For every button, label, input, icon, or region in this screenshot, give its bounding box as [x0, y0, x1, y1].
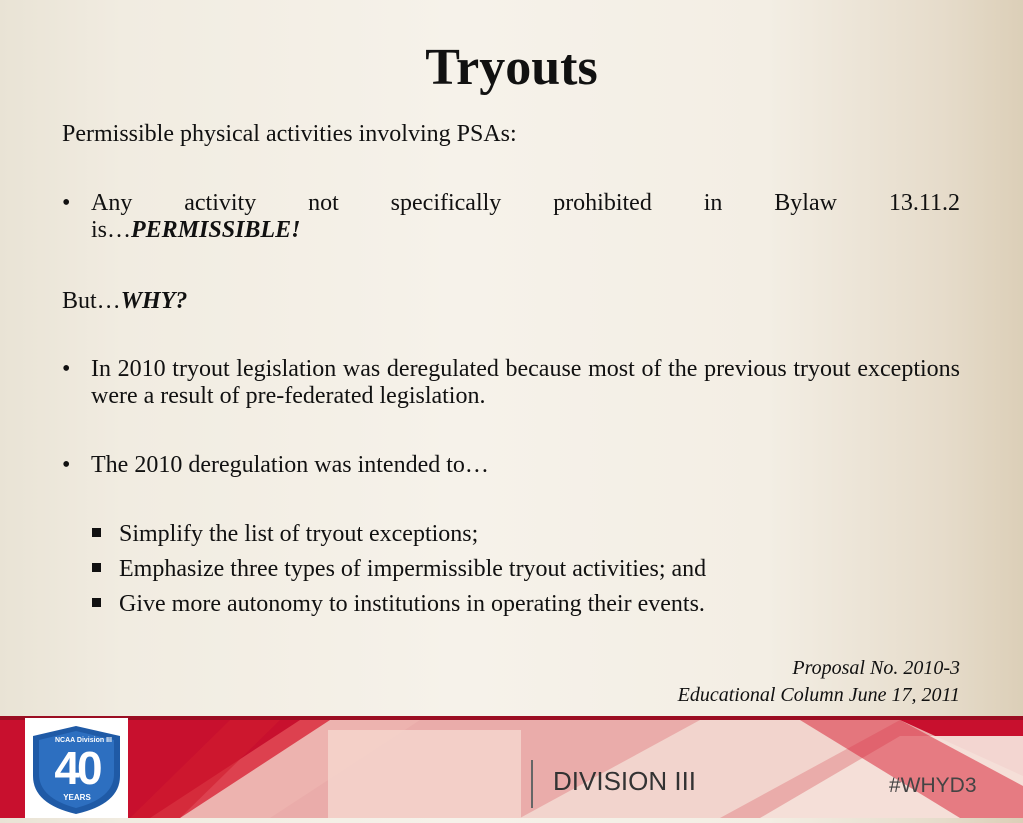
- hashtag: #WHYD3: [889, 774, 977, 797]
- bullet-deregulation-2010: • In 2010 tryout legislation was deregulated because most of the previous tryout exceptions were a result of pre-federated legislation.: [62, 356, 960, 409]
- but-why-text: But…WHY?: [62, 288, 188, 314]
- square-bullet-icon: [92, 528, 101, 537]
- bullet-marker: •: [62, 452, 71, 478]
- division-label: DIVISION III: [553, 766, 697, 796]
- citation-column: Educational Column June 17, 2011: [677, 684, 960, 706]
- footer-divider: [531, 760, 533, 808]
- bullet-permissible: [62, 190, 960, 244]
- sub-bullet-autonomy: Give more autonomy to institutions in operating their events.: [92, 589, 705, 619]
- why-emphasis: WHY?: [120, 288, 188, 314]
- intro-text: Permissible physical activities involving PSAs:: [62, 121, 517, 147]
- square-bullet-icon: [92, 598, 101, 607]
- bullet-marker: •: [62, 356, 71, 382]
- bullet-permissible-line1: Any activity not specifically prohibited in Bylaw 13.11.2: [91, 190, 960, 216]
- sub-bullet-emphasize: Emphasize three types of impermissible tryout activities; and: [92, 554, 706, 584]
- sub-bullet-simplify: Simplify the list of tryout exceptions;: [92, 519, 478, 549]
- bullet-permissible-line2: is…PERMISSIBLE!: [91, 217, 301, 243]
- citation-proposal: Proposal No. 2010-3: [792, 657, 960, 679]
- logo-number: 40: [54, 742, 100, 794]
- square-bullet-icon: [92, 563, 101, 572]
- bullet-marker: •: [62, 190, 71, 216]
- bullet-intended-to: • The 2010 deregulation was intended to…: [62, 452, 489, 478]
- footer-banner: [0, 716, 1023, 818]
- slide-title: Tryouts: [425, 39, 598, 96]
- footer-graphic: [0, 716, 1023, 818]
- logo-years: YEARS: [63, 793, 91, 802]
- logo-org-label: NCAA Division III: [55, 737, 112, 744]
- permissible-emphasis: PERMISSIBLE!: [131, 217, 301, 243]
